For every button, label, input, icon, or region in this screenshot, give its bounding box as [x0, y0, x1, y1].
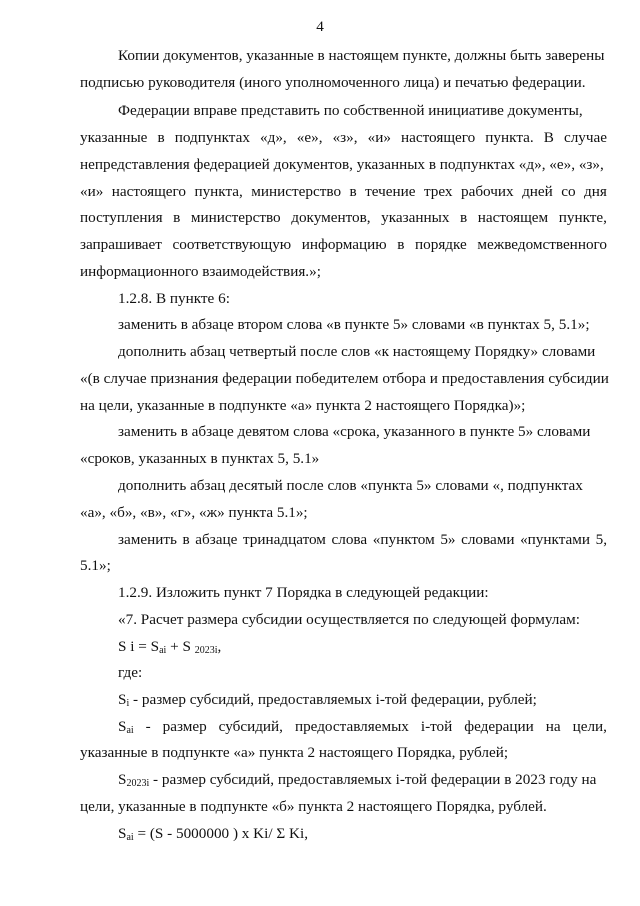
page-number: 4: [316, 18, 324, 35]
paragraph-line: 5.1»;: [80, 557, 111, 574]
section-heading: 1.2.9. Изложить пункт 7 Порядка в следующей редакции:: [118, 584, 489, 601]
formula-calc: $S_{ai} = (S - 5000000$ ) x Ki/ Σ Ki,: [118, 825, 309, 843]
paragraph-line: непредставления федерацией документов, указанных в подпунктах «д», «е», «з»,: [80, 156, 604, 173]
justified-line: «и» настоящего пункта, министерство в течение трех рабочих дней со дня: [80, 183, 607, 200]
paragraph-line: дополнить абзац четвертый после слов «к настоящему Порядку» словами: [118, 343, 596, 360]
paragraph-line: дополнить абзац десятый после слов «пункта 5» словами «, подпунктах: [118, 477, 583, 494]
justified-line: запрашивает соответствующую информацию в порядке межведомственного: [80, 236, 607, 253]
paragraph-line: «7. Расчет размера субсидии осуществляется по следующей формулам:: [118, 611, 580, 628]
definition-line: $S_i$ - размер субсидий, предоставляемых i-той федерации, рублей;: [118, 691, 537, 709]
justified-line: поступления в министерство документов, указанных в настоящем пункте,: [80, 209, 607, 226]
paragraph-line: «сроков, указанных в пунктах 5, 5.1»: [80, 450, 320, 467]
formula-main: S $i = S_{ai} + S$ $_{2023i}$,: [118, 638, 222, 656]
paragraph-line: цели, указанные в подпункте «б» пункта 2 настоящего Порядка, рублей.: [80, 798, 547, 815]
where-label: где:: [118, 664, 143, 681]
section-heading: 1.2.8. В пункте 6:: [118, 290, 230, 307]
definition-line: $S_{ai}$ - размер субсидий, предоставляемых i-той федерации на цели,: [118, 718, 607, 736]
justified-line: заменить в абзаце тринадцатом слова «пунктом 5» словами «пунктами 5,: [118, 531, 607, 548]
paragraph-line: «а», «б», «в», «г», «ж» пункта 5.1»;: [80, 504, 308, 521]
paragraph-line: подписью руководителя (иного уполномоченного лица) и печатью федерации.: [80, 74, 586, 91]
justified-line: указанные в подпунктах «д», «е», «з», «и» настоящего пункта. В случае: [80, 129, 607, 146]
definition-line: $S_{2023i}$ - размер субсидий, предоставляемых i-той федерации в 2023 году на: [118, 771, 597, 789]
paragraph-line: заменить в абзаце девятом слова «срока, указанного в пункте 5» словами: [118, 423, 591, 440]
paragraph-line: Федерации вправе представить по собственной инициативе документы,: [118, 102, 583, 119]
paragraph-line: заменить в абзаце втором слова «в пункте 5» словами «в пунктах 5, 5.1»;: [118, 316, 590, 333]
paragraph-line: «(в случае признания федерации победителем отбора и предоставления субсидии: [80, 370, 609, 387]
paragraph-line: указанные в подпункте «а» пункта 2 настоящего Порядка, рублей;: [80, 744, 509, 761]
paragraph-line: на цели, указанные в подпункте «а» пункта 2 настоящего Порядка)»;: [80, 397, 526, 414]
paragraph-line: информационного взаимодействия.»;: [80, 263, 321, 280]
paragraph-line: Копии документов, указанные в настоящем пункте, должны быть заверены: [118, 47, 605, 64]
